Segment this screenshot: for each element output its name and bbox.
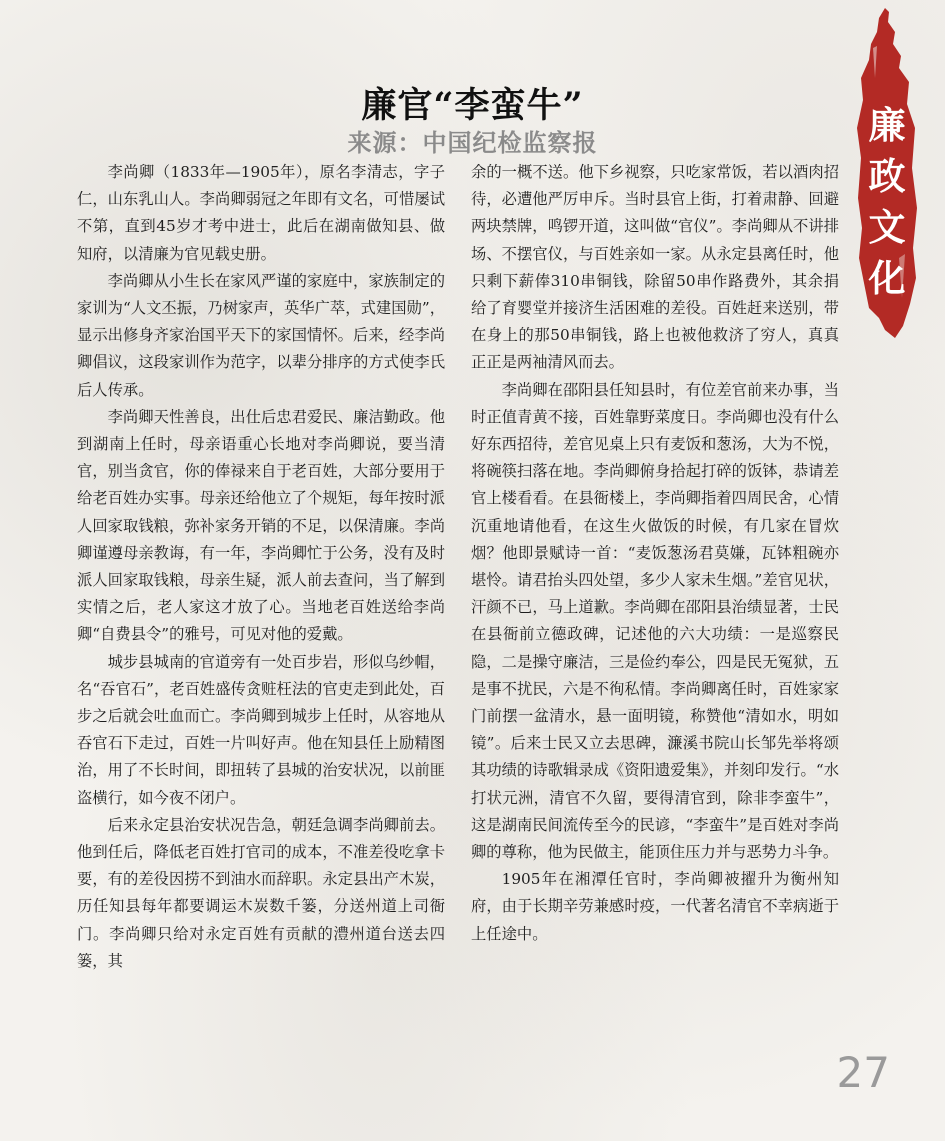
page-number: 27: [836, 1048, 890, 1097]
paragraph: 李尚卿从小生长在家风严谨的家庭中，家族制定的家训为“人文丕振，乃树家声，英华广萃，式建国勋”，显示出修身齐家治国平天下的家国情怀。后来，经李尚卿倡议，这段家训作为范字，以辈分排序的方式使李氏后人传承。: [77, 271, 445, 399]
paragraph: 城步县城南的官道旁有一处百步岩，形似乌纱帽，名“吞官石”，老百姓盛传贪赃枉法的官吏走到此处，百步之后就会吐血而亡。李尚卿到城步上任时，从容地从吞官石下走过，百姓一片叫好声。他在知县任上励精图治，用了不长时间，即扭转了县城的治安状况，以前匪盗横行，如今夜不闭户。: [77, 652, 445, 807]
paragraph: 李尚卿天性善良，出仕后忠君爱民、廉洁勤政。他到湖南上任时，母亲语重心长地对李尚卿说，要当清官，别当贪官，你的俸禄来自于老百姓，大部分要用于给老百姓办实事。母亲还给他立了个规矩，每年按时派人回家取钱粮，弥补家务开销的不足，以保清廉。李尚卿谨遵母亲教诲，有一年，李尚卿忙于公务，没有及时派人回家取钱粮，母亲生疑，派人前去查问，当了解到实情之后，老人家这才放了心。当地老百姓送给李尚卿“自费县令”的雅号，可见对他的爱戴。: [77, 407, 445, 644]
banner-char: 廉: [868, 103, 906, 147]
banner-char: 化: [868, 256, 906, 300]
section-banner: [855, 8, 919, 338]
article-column-right: [471, 159, 839, 948]
article-title: 廉官“李蛮牛”: [361, 85, 584, 126]
paragraph: 李尚卿在邵阳县任知县时，有位差官前来办事，当时正值青黄不接，百姓靠野菜度日。李尚卿也没有什么好东西招待，差官见桌上只有麦饭和葱汤，大为不悦，将碗筷扫落在地。李尚卿俯身拾起打碎的饭钵，恭请差官上楼看看。在县衙楼上，李尚卿指着四周民舍，心情沉重地请他看，在这生火做饭的时候，有几家在冒炊烟？他即景赋诗一首：“麦饭葱汤君莫嫌，瓦钵粗碗亦堪怜。请君抬头四处望，多少人家未生烟。”差官见状，汗颜不已，马上道歉。李尚卿在邵阳县治绩显著，士民在县衙前立德政碑，记述他的六大功绩：一是巡察民隐，二是操守廉洁，三是俭约奉公，四是民无冤狱，五是事不扰民，六是不徇私情。李尚卿离任时，百姓家家门前摆一盆清水，悬一面明镜，称赞他“清如水，明如镜”。后来士民又立去思碑，濂溪书院山长邹先举将颂其功绩的诗歌辑录成《资阳遗爱集》，并刻印发行。“水打状元洲，清官不久留，要得清官到，除非李蛮牛”，这是湖南民间流传至今的民谚，“李蛮牛”是百姓对李尚卿的尊称，他为民做主，能顶住压力并与恶势力斗争。: [471, 380, 839, 862]
article-source: 来源：中国纪检监察报: [347, 128, 598, 157]
article-column-left: [77, 159, 445, 975]
paragraph: 余的一概不送。他下乡视察，只吃家常饭，若以酒肉招待，必遭他严厉申斥。当时县官上街，打着肃静、回避两块禁牌，鸣锣开道，这叫做“官仪”。李尚卿从不讲排场、不摆官仪，与百姓亲如一家。从永定县离任时，他只剩下薪俸310串铜钱，除留50串作路费外，其余捐给了育婴堂并接济生活困难的差役。百姓赶来送别，带在身上的那50串铜钱，路上也被他救济了穷人，真真正正是两袖清风而去。: [471, 163, 839, 372]
banner-text: [855, 100, 919, 304]
banner-char: 文: [868, 205, 906, 249]
paragraph: 1905年在湘潭任官时，李尚卿被擢升为衡州知府，由于长期辛劳兼感时疫，一代著名清官不幸病逝于上任途中。: [471, 870, 839, 943]
banner-char: 政: [868, 154, 906, 198]
paragraph: 李尚卿（1833年—1905年），原名李清志，字子仁，山东乳山人。李尚卿弱冠之年即有文名，可惜屡试不第，直到45岁才考中进士，此后在湖南做知县、做知府，以清廉为官见载史册。: [77, 163, 445, 263]
paragraph: 后来永定县治安状况告急，朝廷急调李尚卿前去。他到任后，降低老百姓打官司的成本，不准差役吃拿卡要，有的差役因捞不到油水而辞职。永定县出产木炭，历任知县每年都要调运木炭数千篓，分送州道上司衙门。李尚卿只给对永定百姓有贡献的澧州道台送去四篓，其: [77, 815, 445, 970]
